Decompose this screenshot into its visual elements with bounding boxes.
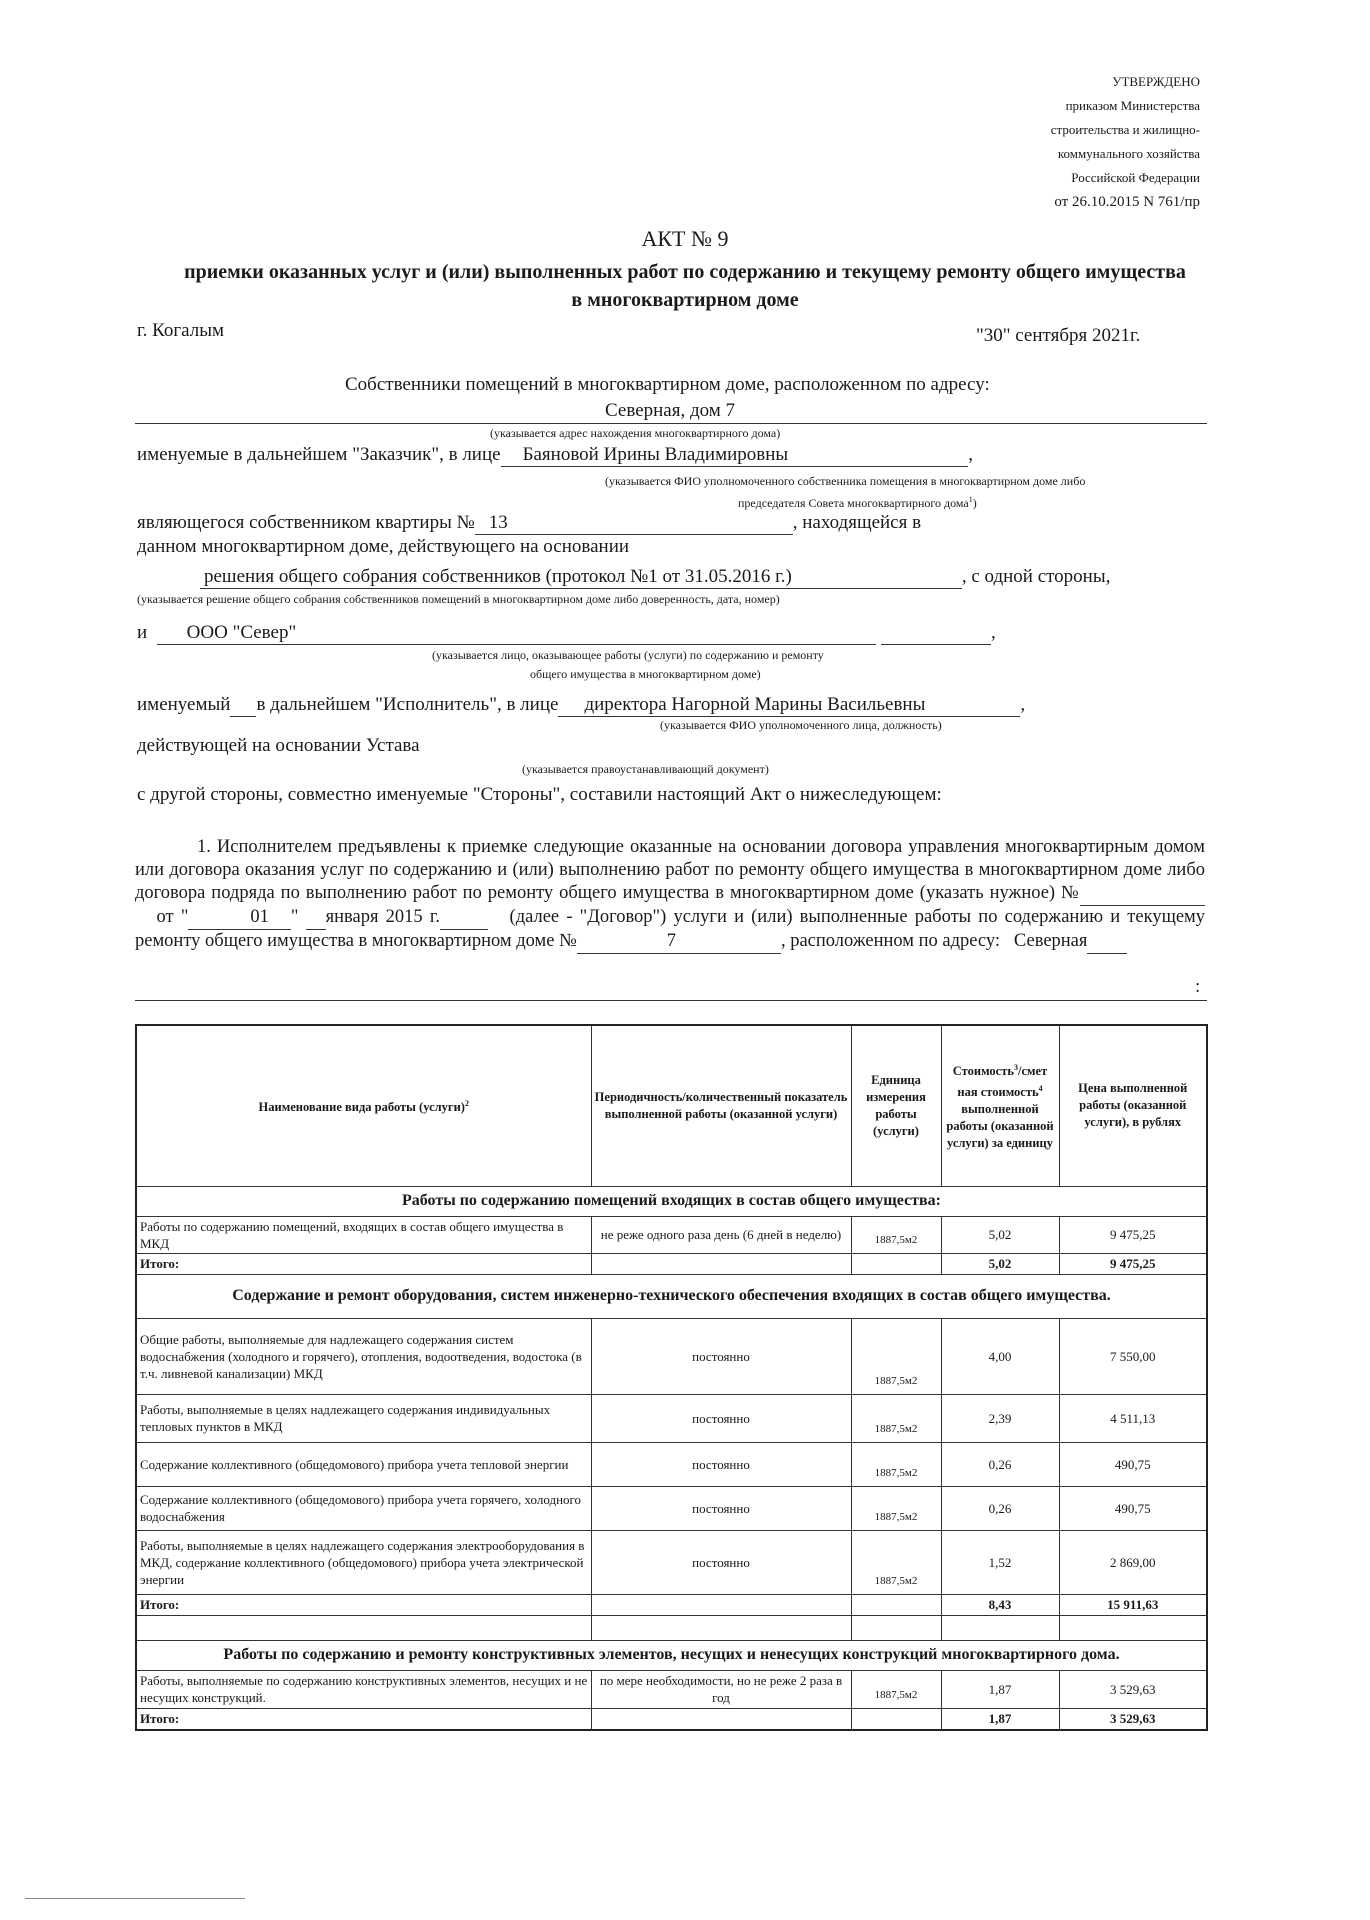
blank-line: [792, 566, 962, 589]
table-row: [136, 1530, 1207, 1594]
total-label: Итого:: [136, 1594, 591, 1615]
work-period: постоянно: [591, 1318, 851, 1394]
address-hint: (указывается адрес нахождения многоквартирного дома): [490, 426, 781, 440]
contractor-representative-hint: (указывается ФИО уполномоченного лица, должность): [660, 718, 942, 732]
contractor-named-mid: в дальнейшем "Исполнитель", в лице: [256, 694, 559, 715]
work-unit: 1887,5м2: [851, 1530, 941, 1594]
approval-line-5: Российской Федерации: [1071, 170, 1200, 185]
table-row: [136, 1442, 1207, 1486]
blank-line: [269, 906, 291, 930]
blank-line: [788, 444, 968, 467]
work-period: не реже одного раза день (6 дней в неделю): [591, 1216, 851, 1253]
header-period: Периодичность/количественный показатель выполненной работы (оказанной услуги): [591, 1025, 851, 1186]
table-row: [136, 1394, 1207, 1442]
work-unit: 1887,5м2: [851, 1442, 941, 1486]
work-price: 3 529,63: [1059, 1670, 1207, 1708]
owner-basis-hint: (указывается решение общего собрания собственников помещений в многоквартирном доме либо доверенность, дата, номер): [137, 592, 780, 606]
work-name: Работы по содержанию помещений, входящих в состав общего имущества в МКД: [136, 1216, 591, 1253]
apartment-suffix: , находящейся в: [792, 512, 922, 533]
blank-line: [881, 622, 991, 645]
work-period: по мере необходимости, но не реже 2 раза в год: [591, 1670, 851, 1708]
footnote-mark: 4: [1038, 1084, 1043, 1094]
street-name: Северная: [1013, 931, 1088, 951]
approval-line-4: коммунального хозяйства: [1057, 146, 1200, 161]
work-name: Содержание коллективного (общедомового) прибора учета горячего, холодного водоснабжения: [136, 1486, 591, 1530]
footnote-mark: 2: [464, 1099, 469, 1109]
blank-line: [925, 694, 1020, 717]
approval-line-3: строительства и жилищно-: [1050, 122, 1200, 137]
work-price: 9 475,25: [1059, 1216, 1207, 1253]
total-label: Итого:: [136, 1253, 591, 1274]
clause-1-text-e: , расположенном по адресу:: [780, 931, 1001, 951]
work-unit: 1887,5м2: [851, 1670, 941, 1708]
work-cost: 0,26: [941, 1442, 1059, 1486]
work-name: Содержание коллективного (общедомового) прибора учета тепловой энергии: [136, 1442, 591, 1486]
blank-line: [296, 622, 876, 645]
blank-line: [577, 930, 605, 954]
contractor-name: ООО "Север": [186, 622, 297, 643]
section-title: Работы по содержанию помещений входящих в состав общего имущества:: [136, 1186, 1207, 1216]
clause-1-text-a: 1. Исполнителем предъявлены к приемке следующие оказанные на основании договора управления многоквартирным домом или договора оказания услуг по содержанию и (или) выполнению работ по ремонту общего имущества в многоквартирном доме либо договора подряда по выполнению работ по ремонту общего имущества в многоквартирном доме (указать нужное) №: [135, 837, 1205, 903]
blank-line: [306, 906, 326, 930]
section-row: [136, 1640, 1207, 1670]
clause-1: [135, 836, 1205, 954]
owner-basis-line: [200, 566, 1110, 589]
owner-basis: решения общего собрания собственников (протокол №1 от 31.05.2016 г.): [204, 566, 792, 587]
act-subtitle: [0, 258, 1370, 314]
approval-line-2: приказом Министерства: [1065, 98, 1200, 113]
contractor-hint-2: общего имущества в многоквартирном доме): [530, 667, 761, 681]
customer-prefix: именуемые в дальнейшем "Заказчик", в лице: [137, 444, 501, 465]
apartment-number: 13: [488, 512, 508, 533]
contractor-named-line: именуемый в дальнейшем "Исполнитель", в лице директора Нагорной Марины Васильевны ,: [137, 694, 1026, 715]
blank-row: [136, 1615, 1207, 1640]
owners-intro: Собственники помещений в многоквартирном доме, расположенном по адресу:: [345, 374, 990, 395]
representative-hint-2-text: председателя Совета многоквартирного дома: [738, 496, 969, 510]
table-row: [136, 1486, 1207, 1530]
address-underline: [135, 423, 1207, 424]
header-cost-b: /смет ная стоимость: [957, 1064, 1048, 1100]
total-price: 9 475,25: [1059, 1253, 1207, 1274]
contractor-basis-hint: (указывается правоустанавливающий документ): [522, 762, 769, 776]
work-unit: 1887,5м2: [851, 1318, 941, 1394]
work-cost: 1,87: [941, 1670, 1059, 1708]
total-cost: 8,43: [941, 1594, 1059, 1615]
apartment-prefix: являющегося собственником квартиры №: [137, 512, 475, 533]
closing-text: с другой стороны, совместно именуемые "Стороны", составили настоящий Акт о нижеследующем:: [137, 784, 942, 805]
contractor-named-prefix: именуемый: [137, 694, 231, 715]
table-row: [136, 1216, 1207, 1253]
contractor-line: и ООО "Север" ,: [137, 622, 996, 643]
header-cost: [941, 1025, 1059, 1186]
blank-line: [230, 694, 256, 717]
work-period: постоянно: [591, 1530, 851, 1594]
header-price: Цена выполненной работы (оказанной услуги), в рублях: [1059, 1025, 1207, 1186]
work-period: постоянно: [591, 1442, 851, 1486]
contractor-hint-1: (указывается лицо, оказывающее работы (услуги) по содержанию и ремонту: [432, 648, 824, 662]
work-unit: 1887,5м2: [851, 1216, 941, 1253]
work-name: Работы, выполняемые в целях надлежащего содержания индивидуальных тепловых пунктов в МКД: [136, 1394, 591, 1442]
section-row: [136, 1186, 1207, 1216]
table-row: [136, 1318, 1207, 1394]
blank-line: [508, 512, 793, 535]
total-row: [136, 1253, 1207, 1274]
blank-line: [1080, 882, 1205, 906]
act-subtitle-line-2: в многоквартирном доме: [571, 289, 799, 311]
approval-line-1: УТВЕРЖДЕНО: [1112, 74, 1200, 89]
work-name: Общие работы, выполняемые для надлежащего содержания систем водоснабжения (холодного и горячего), отопления, водоотведения, водостока (в т.ч. ливневой канализации) МКД: [136, 1318, 591, 1394]
clause-1-text-d: (далее - "Договор") услуги и (или) выполненные работы по содержанию и текущему ремонту общего имущества в многоквартирном доме №: [135, 907, 1205, 951]
customer-representative: Баяновой Ирины Владимировны: [522, 444, 789, 465]
owner-basis-intro: данном многоквартирном доме, действующего на основании: [137, 536, 630, 557]
work-price: 490,75: [1059, 1442, 1207, 1486]
representative-hint-2: [738, 495, 977, 511]
owner-basis-suffix: , с одной стороны,: [961, 566, 1111, 587]
total-price: 15 911,63: [1059, 1594, 1207, 1615]
work-cost: 5,02: [941, 1216, 1059, 1253]
work-price: 4 511,13: [1059, 1394, 1207, 1442]
total-row: [136, 1594, 1207, 1615]
approval-line-6: от 26.10.2015 N 761/пр: [1054, 194, 1200, 210]
page-edge-line: [25, 1898, 245, 1899]
work-period: постоянно: [591, 1486, 851, 1530]
apartment-line: [137, 512, 921, 535]
blank-line: [558, 694, 584, 717]
blank-line: [676, 930, 781, 954]
work-cost: 4,00: [941, 1318, 1059, 1394]
work-price: 2 869,00: [1059, 1530, 1207, 1594]
footnote-mark: 3: [1013, 1063, 1018, 1073]
work-name: Работы, выполняемые по содержанию конструктивных элементов, несущих и не несущих конструкций.: [136, 1670, 591, 1708]
work-unit: 1887,5м2: [851, 1486, 941, 1530]
section-title: Содержание и ремонт оборудования, систем инженерно-технического обеспечения входящих в состав общего имущества.: [136, 1274, 1207, 1318]
work-name: Работы, выполняемые в целях надлежащего содержания электрооборудования в МКД, содержание коллективного (общедомового) прибора учета электрической энергии: [136, 1530, 591, 1594]
act-date: "30" сентября 2021г.: [976, 325, 1141, 346]
contractor-representative: директора Нагорной Марины Васильевны: [584, 694, 926, 715]
total-row: [136, 1708, 1207, 1730]
work-period: постоянно: [591, 1394, 851, 1442]
blank-line: [501, 444, 523, 467]
work-price: 490,75: [1059, 1486, 1207, 1530]
act-title: АКТ № 9: [641, 226, 729, 251]
total-label: Итого:: [136, 1708, 591, 1730]
representative-hint-2-end: ): [972, 496, 977, 510]
section-title: Работы по содержанию и ремонту конструктивных элементов, несущих и ненесущих конструкций многоквартирного дома.: [136, 1640, 1207, 1670]
header-cost-c: выполненной работы (оказанной услуги) за единицу: [946, 1102, 1054, 1151]
blank-line: [1087, 930, 1127, 954]
total-cost: 5,02: [941, 1253, 1059, 1274]
contractor-basis: действующей на основании Устава: [137, 735, 420, 756]
header-name: [136, 1025, 591, 1186]
and-word: и: [137, 622, 148, 643]
contract-month-year: января 2015 г.: [325, 907, 440, 927]
contract-day: 01: [188, 906, 269, 930]
customer-line: именуемые в дальнейшем "Заказчик", в лице Баяновой Ирины Владимировны ,: [137, 444, 973, 465]
act-subtitle-line-1: приемки оказанных услуг и (или) выполненных работ по содержанию и текущему ремонту общего имущества: [184, 261, 1186, 283]
blank-line: [475, 512, 489, 535]
table-row: [136, 1670, 1207, 1708]
city: г. Когалым: [137, 320, 225, 341]
work-price: 7 550,00: [1059, 1318, 1207, 1394]
clause-1-text-b: от ": [156, 907, 189, 927]
approval-block: [1051, 70, 1200, 214]
works-table: [135, 1024, 1208, 1731]
header-name-text: Наименование вида работы (услуги): [258, 1100, 465, 1115]
work-cost: 2,39: [941, 1394, 1059, 1442]
work-cost: 0,26: [941, 1486, 1059, 1530]
address-colon: :: [1195, 976, 1201, 997]
blank-line: [157, 622, 187, 645]
blank-line: [440, 906, 488, 930]
header-cost-a: Стоимость: [952, 1064, 1014, 1079]
clause-underline: [135, 1000, 1207, 1001]
clause-1-text-c: ": [290, 907, 299, 927]
header-unit: Единица измерения работы (услуги): [851, 1025, 941, 1186]
work-cost: 1,52: [941, 1530, 1059, 1594]
house-number: 7: [605, 930, 676, 954]
owners-address: Северная, дом 7: [605, 400, 736, 421]
total-cost: 1,87: [941, 1708, 1059, 1730]
table-header-row: [136, 1025, 1207, 1186]
total-price: 3 529,63: [1059, 1708, 1207, 1730]
section-row: [136, 1274, 1207, 1318]
representative-hint-1: (указывается ФИО уполномоченного собственника помещения в многоквартирном доме либо: [605, 474, 1086, 488]
footnote-mark: 1: [968, 495, 973, 504]
work-unit: 1887,5м2: [851, 1394, 941, 1442]
